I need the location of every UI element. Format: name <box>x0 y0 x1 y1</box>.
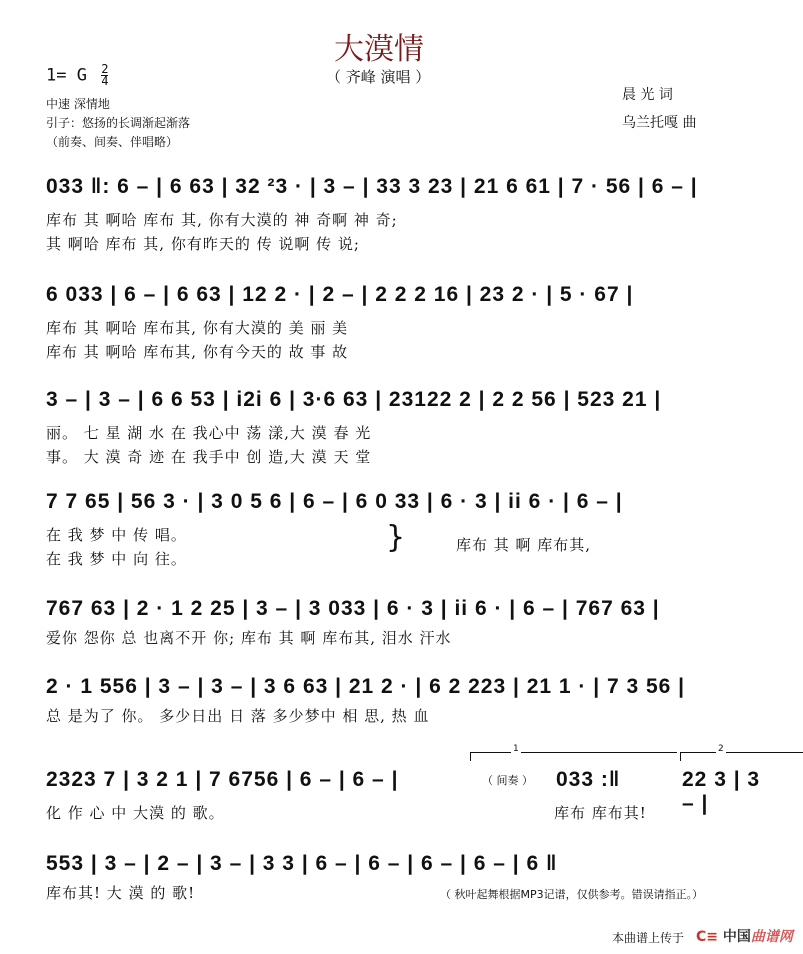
time-signature: $\frac{2}{4}$ <box>101 62 109 88</box>
lyrics-verse-1: 丽。 七 星 湖 水 在 我心中 荡 漾,大 漠 春 光 <box>46 424 372 442</box>
key-label: 1= G <box>46 65 87 86</box>
lyrics-verse-1: 库布 其 啊哈 库布其, 你有大漠的 美 丽 美 <box>46 319 349 337</box>
upload-text: 本曲谱上传于 <box>612 931 685 945</box>
notation-line: 2 · 1 556 | 3 – | 3 – | 3 6 63 | 21 2 · | 6 2 223 | 21 1 · | 7 3 56 | <box>46 675 686 698</box>
lyrics-verse-1: 总 是为了 你。 多少日出 日 落 多少梦中 相 思, 热 血 <box>46 707 430 725</box>
intro-note: 引子：悠扬的长调渐起渐落 <box>46 116 191 130</box>
lyrics-verse-2: 其 啊哈 库布 其, 你有昨天的 传 说啊 传 说; <box>46 235 360 253</box>
site-logo[interactable] <box>696 926 793 946</box>
composer-credit: 乌兰托嘎 曲 <box>622 115 697 131</box>
notation-line: 6 033 | 6 – | 6 63 | 12 2 · | 2 – | 2 2 2 16 | 23 2 · | 5 · 67 | <box>46 283 634 306</box>
volta-1-bracket: 1 <box>470 752 677 761</box>
verse-brace: } <box>386 520 406 555</box>
lyricist-credit: 晨 光 词 <box>622 87 673 103</box>
lyrics-verse-1: 库布其! 大 漠 的 歌! <box>46 884 196 902</box>
notation-volta-2: 22 3 | 3 – | <box>682 768 761 815</box>
lyrics-verse-1: 化 作 心 中 大漠 的 歌。 <box>46 804 225 822</box>
logo-mark-icon: C≡ <box>696 929 719 945</box>
logo-text-china: 中国 <box>722 929 751 945</box>
singer-credit: （ 齐峰 演唱 ） <box>326 68 431 86</box>
song-title: 大漠情 <box>334 32 424 67</box>
volta-2-bracket: 2 <box>680 752 803 761</box>
lyrics-verse-2: 库布 其 啊哈 库布其, 你有今天的 故 事 故 <box>46 343 349 361</box>
lyrics-verse-2: 事。 大 漠 奇 迹 在 我手中 创 造,大 漠 天 堂 <box>46 448 372 466</box>
lyrics-verse-2: 在 我 梦 中 向 往。 <box>46 550 187 568</box>
notation-volta-1: 033 :‖ <box>556 768 621 791</box>
notation-line: 767 63 | 2 · 1 2 25 | 3 – | 3 033 | 6 · 3 | ii 6 · | 6 – | 767 63 | <box>46 597 660 620</box>
lyrics-verse-1: 爱你 怨你 总 也离不开 你; 库布 其 啊 库布其, 泪水 汗水 <box>46 629 452 647</box>
notation-line: 2323 7 | 3 2 1 | 7 6756 | 6 – | 6 – | <box>46 768 399 791</box>
interlude-label: （ 间奏 ） <box>482 774 533 787</box>
transcription-note: （ 秋叶起舞根据MP3记谱，仅供参考。错误请指正。） <box>440 888 704 901</box>
tempo-marking: 中速 深情地 <box>46 97 110 111</box>
lyrics-verse-1: 在 我 梦 中 传 唱。 <box>46 526 187 544</box>
lyrics-volta: 库布 库布其! <box>554 804 647 822</box>
notation-line: 553 | 3 – | 2 – | 3 – | 3 3 | 6 – | 6 – | 6 – | 6 – | 6 ‖ <box>46 852 558 875</box>
logo-text-qupu: 曲谱网 <box>750 929 793 945</box>
notation-line: 033 ‖: 6 – | 6 63 | 32 ²3 · | 3 – | 33 3 23 | 21 6 61 | 7 · 56 | 6 – | <box>46 175 698 198</box>
notation-line: 7 7 65 | 56 3 · | 3 0 5 6 | 6 – | 6 0 33 | 6 · 3 | ii 6 · | 6 – | <box>46 490 623 513</box>
lyrics-merged: 库布 其 啊 库布其, <box>456 536 592 554</box>
key-signature <box>46 64 108 87</box>
omit-note: （前奏、间奏、伴唱略） <box>46 135 179 149</box>
notation-line: 3 – | 3 – | 6 6 53 | i2i 6 | 3·6 63 | 23122 2 | 2 2 56 | 523 21 | <box>46 388 662 411</box>
lyrics-verse-1: 库布 其 啊哈 库布 其, 你有大漠的 神 奇啊 神 奇; <box>46 211 398 229</box>
